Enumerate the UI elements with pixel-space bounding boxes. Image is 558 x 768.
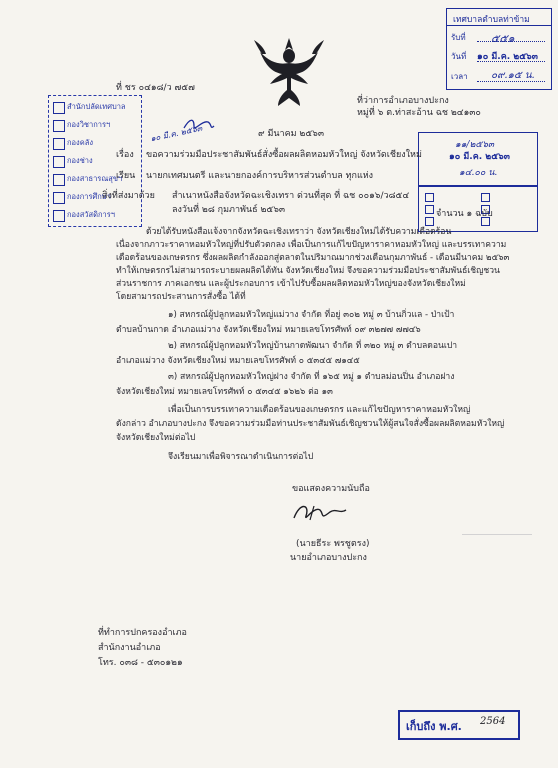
body-line: เดือดร้อนของเกษตรกร ซึ่งผลผลิตกำลังออกสู่ตลาดในปริมาณมากช่วงเดือนกุมภาพันธ์ - เดือนมีนาคม ๒๕๖๓ (116, 253, 510, 263)
stamp-time-label: เวลา (451, 72, 468, 81)
checkbox-3[interactable] (53, 156, 65, 168)
stamp-date-value: ๑๐ มี.ค. ๒๕๖๓ (477, 52, 538, 62)
signatory-position: นายอำเภอบางปะกง (290, 553, 367, 563)
body-line: ส่วนราชการ ภาคเอกชน และผู้ประกอบการ เข้าไปรับซื้อผลผลิตหอมหัวใหญ่ของจังหวัดเชียงใหม่ (116, 279, 466, 289)
handwritten-initials-icon (182, 114, 216, 134)
body-line: ทำให้เกษตรกรไม่สามารถระบายผลผลิตได้ทัน จังหวัดเชียงใหม่ จึงขอความร่วมมือประชาสัมพันธ์เชิญชวน (116, 266, 500, 276)
attachment-count: จำนวน ๑ ฉบับ (436, 209, 493, 219)
recipient-label: เรียน (116, 171, 136, 181)
stamp-time-value: ๐๙.๑๕ น. (491, 70, 535, 81)
footer-phone: โทร. ๐๓๘ - ๕๓๐๑๒๑ (98, 658, 183, 668)
subject-text: ขอความร่วมมือประชาสัมพันธ์สั่งซื้อผลผลิตหอมหัวใหญ่ จังหวัดเชียงใหม่ (146, 150, 422, 160)
checkbox-4[interactable] (53, 174, 65, 186)
distribution-item: กองสวัสดิการฯ (67, 210, 115, 219)
distribution-item: กองการศึกษา (67, 192, 111, 201)
routing-checkbox[interactable] (425, 217, 434, 226)
attachment-line2: ลงวันที่ ๒๘ กุมภาพันธ์ ๒๕๖๓ (172, 205, 286, 215)
office-address-line1: ที่ว่าการอำเภอบางปะกง (357, 96, 449, 106)
distribution-item: กองช่าง (67, 156, 93, 165)
document-date: ๙ มีนาคม ๒๕๖๓ (258, 129, 325, 139)
stamp2-received-value: ๑๑/๒๕๖๓ (455, 140, 495, 150)
stamp-received-label: รับที่ (451, 33, 466, 42)
archive-stamp (398, 710, 520, 740)
stamp-received-value: ๕๕๑ (491, 32, 515, 45)
checkbox-2[interactable] (53, 138, 65, 150)
handwritten-date: ๑๐ มี.ค. ๒๕๖๓ (149, 123, 204, 144)
body-line: ด้วยได้รับหนังสือแจ้งจากจังหวัดฉะเชิงเทราว่า จังหวัดเชียงใหม่ได้รับความเดือดร้อน (146, 227, 452, 237)
distribution-item: กองคลัง (67, 138, 93, 147)
signatory-name: (นายธีระ พรชูตรง) (296, 539, 370, 549)
routing-checkbox[interactable] (425, 193, 434, 202)
list-item: ๑) สหกรณ์ผู้ปลูกหอมหัวใหญ่แม่วาง จำกัด ที่อยู่ ๓๐๒ หมู่ ๓ บ้านกิ่วแล - ป่าเป้า (168, 310, 455, 320)
attachment-label: สิ่งที่ส่งมาด้วย (102, 191, 155, 201)
recipient-text: นายกเทศมนตรี และนายกองค์การบริหารส่วนตำบล ทุกแห่ง (146, 171, 374, 181)
list-item: ๓) สหกรณ์ผู้ปลูกหอมหัวใหญ่ฝาง จำกัด ที่ ๑๖๕ หมู่ ๑ ตำบลม่อนปิ่น อำเภอฝาง (168, 372, 455, 382)
closing-request: จึงเรียนมาเพื่อพิจารณาดำเนินการต่อไป (168, 452, 314, 462)
body-line: เนื่องจากภาวะราคาหอมหัวใหญ่ที่ปรับตัวตกลง เพื่อเป็นการแก้ไขปัญหาราคาหอมหัวใหญ่ และบรรเทาความ (116, 240, 507, 250)
checkbox-1[interactable] (53, 120, 65, 132)
internal-receipt-stamp (418, 132, 538, 186)
stamp-title: เทศบาลตำบลท่าข้าม (453, 15, 530, 25)
routing-checkbox[interactable] (425, 205, 434, 214)
body-line: โดยสามารถประสานการสั่งซื้อ ได้ที่ (116, 292, 246, 302)
footer-office: ที่ทำการปกครองอำเภอ (98, 628, 187, 638)
archive-stamp-text: เก็บถึง พ.ศ. (406, 720, 462, 733)
closing-salutation: ขอแสดงความนับถือ (292, 484, 370, 494)
stamp2-time-value: ๑๔.๐๐ น. (459, 168, 498, 178)
faint-marks (462, 534, 532, 565)
archive-stamp-year: 2564 (480, 716, 506, 727)
list-item: อำเภอแม่วาง จังหวัดเชียงใหม่ หมายเลขโทรศัพท์ ๐ ๕๓๔๕ ๗๑๔๕ (116, 356, 360, 366)
distribution-item: สำนักปลัดเทศบาล (67, 102, 126, 111)
body-line: จังหวัดเชียงใหม่ต่อไป (116, 433, 196, 443)
stamp2-date-value: ๑๐ มี.ค. ๒๕๖๓ (449, 152, 510, 162)
list-item: ตำบลบ้านกาด อำเภอแม่วาง จังหวัดเชียงใหม่ หมายเลขโทรศัพท์ ๐๙ ๓๒๗๗ ๗๗๔๖ (116, 325, 421, 335)
checkbox-5[interactable] (53, 192, 65, 204)
checkbox-6[interactable] (53, 210, 65, 222)
list-item: จังหวัดเชียงใหม่ หมายเลขโทรศัพท์ ๐ ๕๓๔๕ ๑๖๒๖ ต่อ ๑๓ (116, 387, 333, 397)
routing-checkbox[interactable] (481, 193, 490, 202)
checkbox-0[interactable] (53, 102, 65, 114)
body-line: เพื่อเป็นการบรรเทาความเดือดร้อนของเกษตรกร และแก้ไขปัญหาราคาหอมหัวใหญ่ (168, 405, 471, 415)
garuda-emblem-icon (248, 32, 330, 114)
list-item: ๒) สหกรณ์ผู้ปลูกหอมหัวใหญ่บ้านกาดพัฒนา จำกัด ที่ ๓๒๐ หมู่ ๓ ตำบลดอนเปา (168, 341, 458, 351)
document-number: ที่ ชร ๐๔๑๘/ว ๗๕๗ (116, 83, 195, 93)
body-line: ดังกล่าว อำเภอบางปะกง จึงขอความร่วมมือท่านประชาสัมพันธ์เชิญชวนให้ผู้สนใจสั่งซื้อผลผลิตหอมหัวใหญ่ (116, 419, 505, 429)
receipt-stamp (446, 8, 552, 90)
distribution-item: กองวิชาการฯ (67, 120, 111, 129)
attachment-line1: สำเนาหนังสือจังหวัดฉะเชิงเทรา ด่วนที่สุด ที่ ฉช ๐๐๑๖/ว๘๕๔ (172, 191, 410, 201)
stamp-date-label: วันที่ (451, 52, 467, 61)
footer-section: สำนักงานอำเภอ (98, 643, 161, 653)
subject-label: เรื่อง (116, 150, 134, 160)
distribution-list-stamp (48, 95, 142, 227)
distribution-item: กองสาธารณสุขฯ (67, 174, 123, 183)
signature-icon (290, 500, 350, 526)
office-address-line2: หมู่ที่ ๖ ต.ท่าสะอ้าน ฉช ๒๔๑๓๐ (357, 108, 481, 118)
